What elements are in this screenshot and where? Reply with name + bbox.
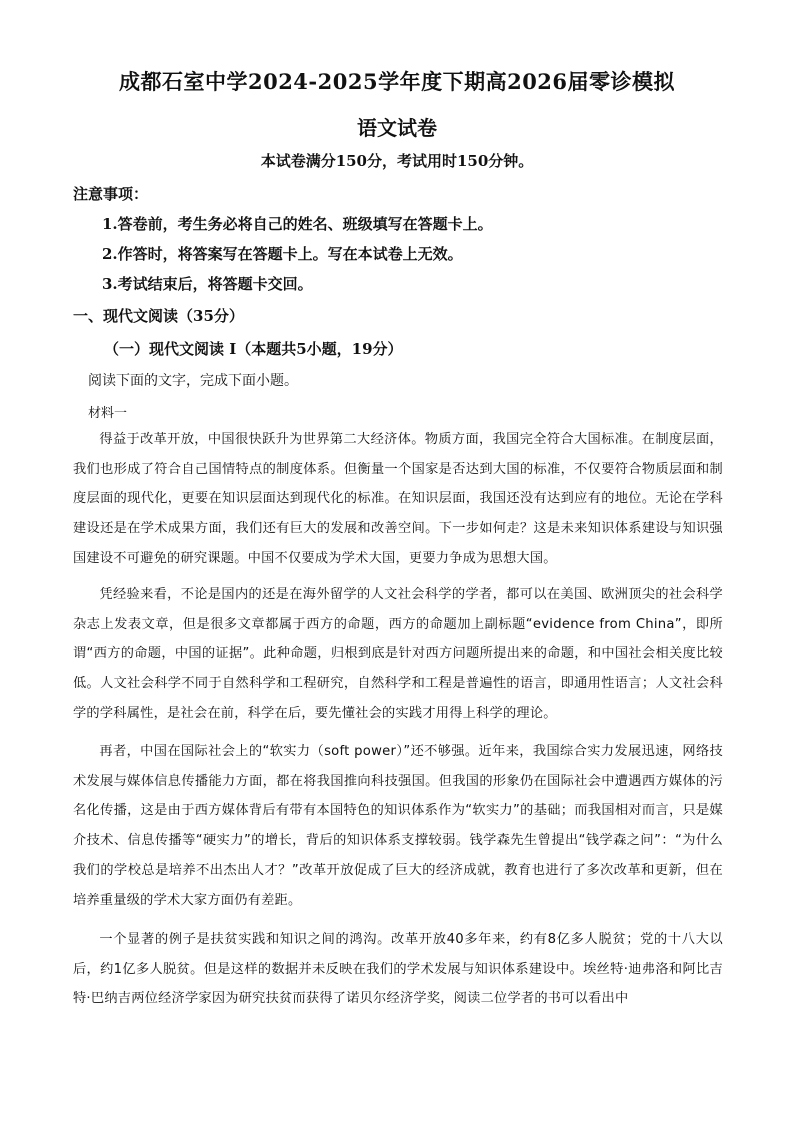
exam-title: 成都石室中学2024-2025学年度下期高2026届零诊模拟 bbox=[118, 69, 676, 94]
reading-instruction: 阅读下面的文字，完成下面小题。 bbox=[88, 373, 298, 389]
note-item-2: 2.作答时，将答案写在答题卡上。写在本试卷上无效。 bbox=[102, 245, 463, 263]
subsection-title: （一）现代文阅读 I（本题共5小题，19分） bbox=[104, 340, 403, 358]
note-item-1: 1.答卷前，考生务必将自己的姓名、班级填写在答题卡上。 bbox=[102, 215, 493, 233]
section-title: 一、现代文阅读（35分） bbox=[73, 307, 244, 325]
material-label: 材料一 bbox=[88, 406, 128, 421]
paragraph-1: 得益于改革开放，中国很快跃升为世界第二大经济体。物质方面，我国完全符合大国标准。在制度层面，我们也形成了符合自己国情特点的制度体系。但衡量一个国家是否达到大国的标准，不仅要符合物质层面和制度层面的现代化，更要在知识层面达到现代化的标准。在知识层面，我国还没有达到应有的地位。无论在学科建设还是在学术成果方面，我们还有巨大的发展和改善空间。下一步如何走？这是未来知识体系建设与知识强国建设不可避免的研究课题。中国不仅要成为学术大国，更要力争成为思想大国。 bbox=[73, 432, 723, 566]
exam-subject: 语文试卷 bbox=[357, 116, 437, 140]
score-info: 本试卷满分150分，考试用时150分钟。 bbox=[260, 152, 534, 170]
paragraph-3: 再者，中国在国际社会上的“软实力（soft power）”还不够强。近年来，我国综合实力发展迅速，网络技术发展与媒体信息传播能力方面，都在将我国推向科技强国。但我国的形象仍在国际社会中遭遇西方媒体的污名化传播，这是由于西方媒体背后有带有本国特色的知识体系作为“软实力”的基础；而我国相对而言，只是媒介技术、信息传播等“硬实力”的增长，背后的知识体系支撑较弱。钱学森先生曾提出“钱学森之问”：“为什么我们的学校总是培养不出杰出人才？”改革开放促成了巨大的经济成就，教育也进行了多次改革和更新，但在培养重量级的学术大家方面仍有差距。 bbox=[73, 744, 723, 908]
paragraph-4: 一个显著的例子是扶贫实践和知识之间的鸿沟。改革开放40多年来，约有8亿多人脱贫；党的十八大以后，约1亿多人脱贫。但是这样的数据并未反映在我们的学术发展与知识体系建设中。埃丝特·迪弗洛和阿比吉特·巴纳吉两位经济学家因为研究扶贫而获得了诺贝尔经济学奖，阅读二位学者的书可以看出中 bbox=[73, 932, 723, 1007]
note-item-3: 3.考试结束后，将答题卡交回。 bbox=[102, 275, 313, 293]
paragraph-2: 凭经验来看，不论是国内的还是在海外留学的人文社会科学的学者，都可以在美国、欧洲顶尖的社会科学杂志上发表文章，但是很多文章都属于西方的命题，西方的命题加上副标题“evidence from China”，即所谓“西方的命题，中国的证据”。此种命题，归根到底是针对西方问题所提出来的命题，和中国社会相关度比较低。人文社会科学不同于自然科学和工程研究，自然科学和工程是普遍性的语言，即通用性语言；人文社会科学的学科属性，是社会在前，科学在后，要先懂社会的实践才用得上科学的理论。 bbox=[73, 587, 723, 721]
notes-heading: 注意事项： bbox=[73, 185, 149, 203]
